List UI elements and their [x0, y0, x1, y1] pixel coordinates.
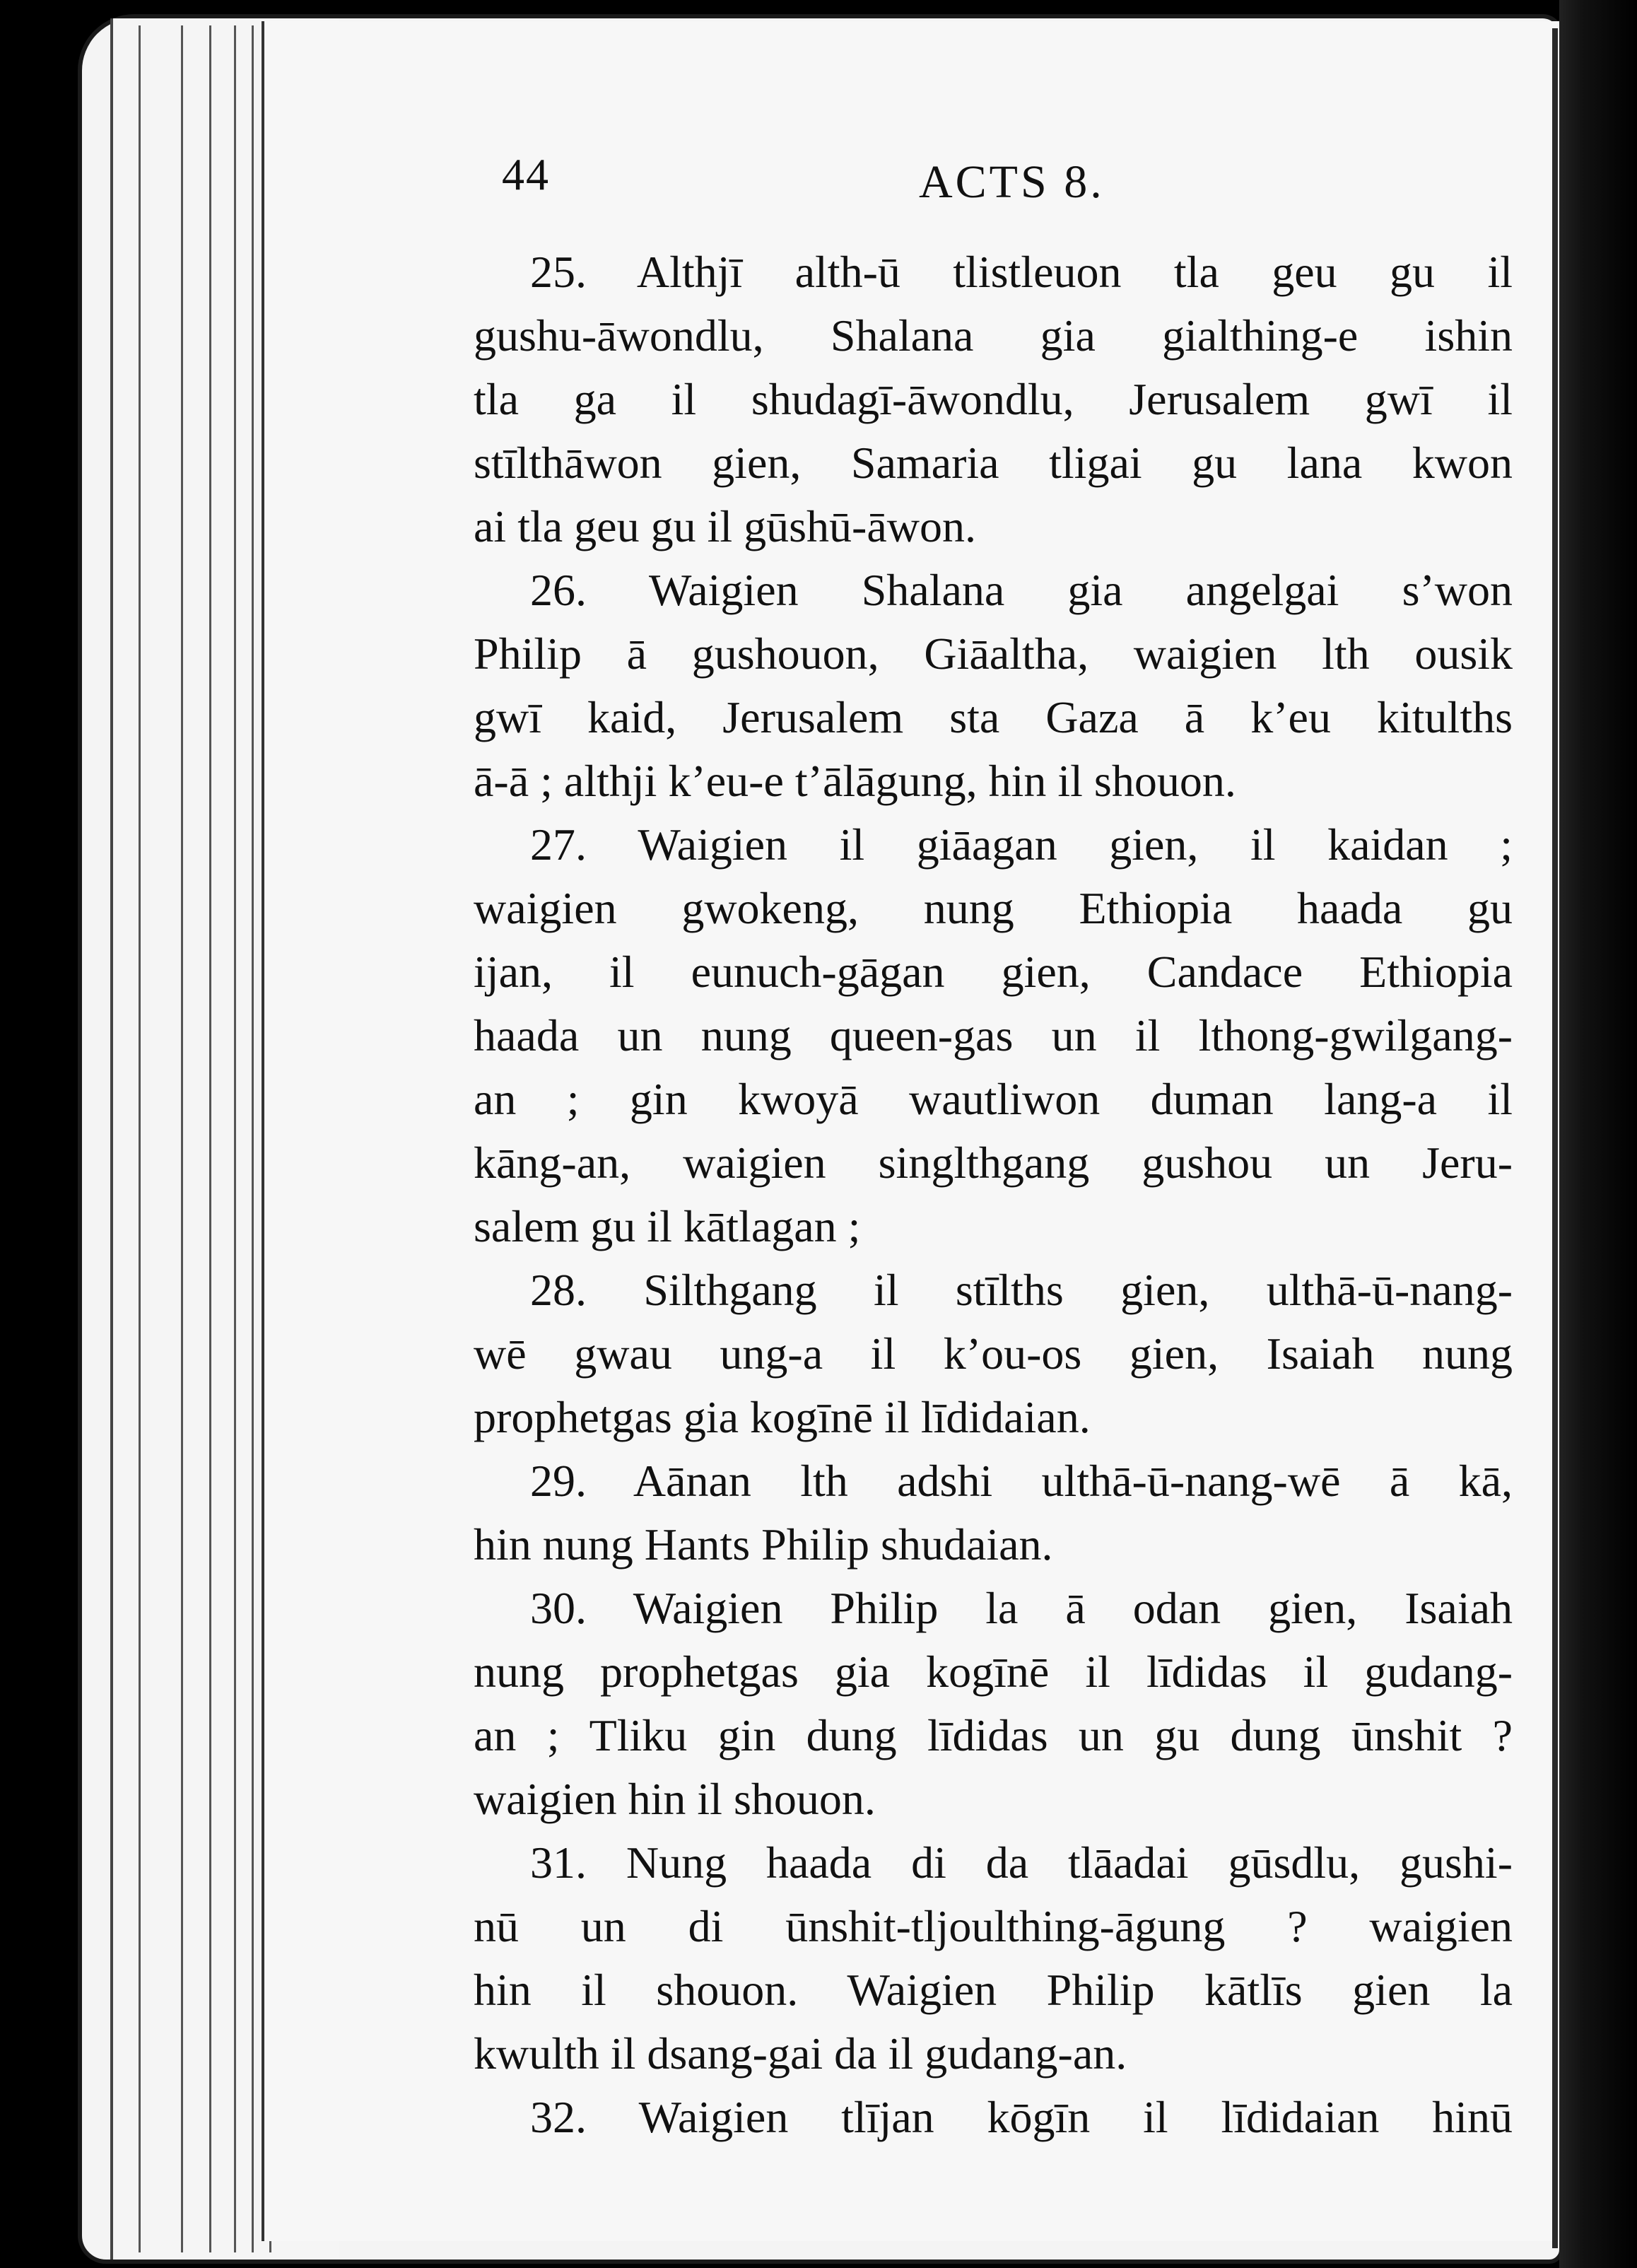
text-line: kāng-an, waigien singlthgang gushou un Jeru-	[474, 1138, 1513, 1188]
text-line: 29. Aānan lth adshi ulthā-ū-nang-wē ā kā,	[530, 1456, 1513, 1506]
text-line: waigien hin il shouon.	[474, 1774, 876, 1824]
text-line: prophetgas gia kogīnē il līdidaian.	[474, 1392, 1091, 1442]
text-line: gwī kaid, Jerusalem sta Gaza ā k’eu kitulths	[474, 692, 1513, 742]
text-line: hin nung Hants Philip shudaian.	[474, 1519, 1053, 1570]
page-number: 44	[502, 149, 550, 199]
page-edge-line	[252, 25, 254, 2252]
text-line: 25. Althjī alth-ū tlistleuon tla geu gu il	[530, 247, 1513, 297]
page-edge-line	[139, 25, 141, 2252]
text-line: wē gwau ung-a il k’ou-os gien, Isaiah nung	[474, 1328, 1513, 1379]
running-head: ACTS 8.	[919, 156, 1105, 208]
text-line: 32. Waigien tlījan kōgīn il līdidaian hinū	[530, 2092, 1513, 2142]
text-line: nū un di ūnshit-tljoulthing-āgung ? waigien	[474, 1901, 1513, 1951]
text-line: ijan, il eunuch-gāgan gien, Candace Ethiopia	[474, 947, 1513, 997]
text-line: an ; gin kwoyā wautliwon duman lang-a il	[474, 1074, 1513, 1124]
text-line: 28. Silthgang il stīlths gien, ulthā-ū-nang-	[530, 1265, 1513, 1315]
text-line: ā-ā ; althji k’eu-e t’ālāgung, hin il shouon.	[474, 756, 1236, 806]
text-line: hin il shouon. Waigien Philip kātlīs gien la	[474, 1965, 1513, 2015]
text-line: ai tla geu gu il gūshū-āwon.	[474, 501, 976, 551]
text-line: nung prophetgas gia kogīnē il līdidas il gudang-	[474, 1647, 1513, 1697]
text-line: Philip ā gushouon, Giāaltha, waigien lth ousik	[474, 629, 1513, 679]
text-line: 31. Nung haada di da tlāadai gūsdlu, gushi-	[530, 1837, 1513, 1888]
page-edge-line	[234, 25, 236, 2252]
scan-shadow	[1559, 0, 1637, 2268]
text-line: an ; Tliku gin dung līdidas un gu dung ūnshit ?	[474, 1710, 1513, 1760]
text-line: salem gu il kātlagan ;	[474, 1201, 861, 1251]
text-line: 26. Waigien Shalana gia angelgai s’won	[530, 565, 1513, 615]
text-line: kwulth il dsang-gai da il gudang-an.	[474, 2028, 1127, 2079]
text-line: stīlthāwon gien, Samaria tligai gu lana kwon	[474, 438, 1513, 488]
text-line: haada un nung queen-gas un il lthong-gwilgang-	[474, 1010, 1513, 1060]
body-text	[474, 240, 1513, 2149]
page-header	[502, 141, 1506, 226]
text-line: tla ga il shudagī-āwondlu, Jerusalem gwī il	[474, 374, 1513, 424]
text-line: 27. Waigien il giāagan gien, il kaidan ;	[530, 819, 1513, 870]
page-edge-line	[181, 25, 183, 2252]
text-line: gushu-āwondlu, Shalana gia gialthing-e ishin	[474, 310, 1513, 361]
text-line: waigien gwokeng, nung Ethiopia haada gu	[474, 883, 1513, 933]
page-right-edge	[1552, 28, 1558, 2248]
text-line: 30. Waigien Philip la ā odan gien, Isaiah	[530, 1583, 1513, 1633]
page-edge-line	[209, 25, 211, 2252]
